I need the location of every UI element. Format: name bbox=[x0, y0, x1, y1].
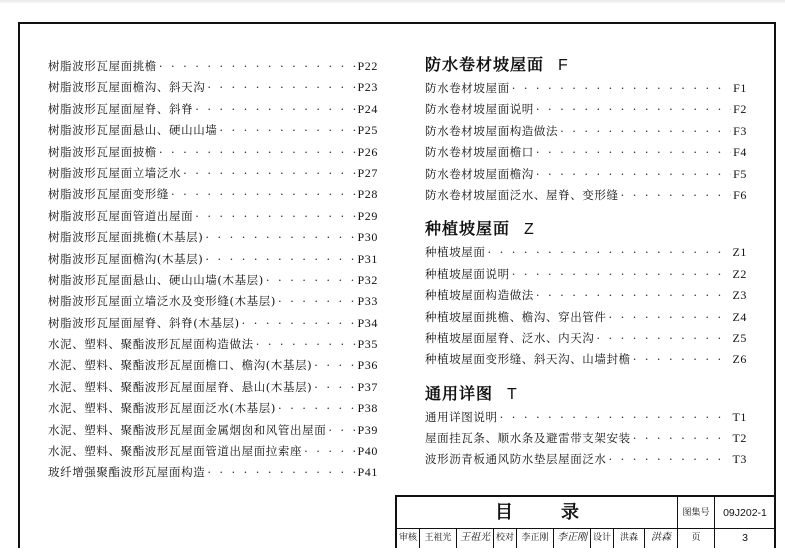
toc-entry-page: P37 bbox=[357, 379, 378, 394]
dot-leader bbox=[314, 355, 355, 376]
toc-entry-page: P38 bbox=[357, 401, 378, 416]
toc-entry bbox=[48, 120, 378, 141]
toc-entry bbox=[425, 328, 747, 349]
toc-entry-title: 水泥、塑料、聚酯波形瓦屋面管道出屋面拉索座 bbox=[48, 444, 303, 459]
checker-signature: 李正刚 bbox=[557, 532, 587, 543]
toc-entry-page: F1 bbox=[733, 81, 747, 95]
dot-leader bbox=[205, 249, 355, 270]
dot-leader bbox=[314, 377, 355, 398]
toc-entry-title: 种植坡屋面构造做法 bbox=[425, 288, 534, 303]
dot-leader bbox=[278, 291, 356, 312]
toc-entry bbox=[48, 99, 378, 120]
toc-entry-title: 树脂波形瓦屋面檐沟(木基层) bbox=[48, 251, 204, 266]
toc-entry-title: 树脂波形瓦屋面管道出屋面 bbox=[48, 208, 194, 223]
toc-entry bbox=[425, 142, 747, 163]
toc-entry-title: 防水卷材坡屋面泛水、屋脊、变形缝 bbox=[425, 187, 619, 202]
toc-entry-title: 防水卷材坡屋面檐沟 bbox=[425, 166, 534, 181]
toc-entry bbox=[48, 56, 378, 77]
toc-entry-title: 树脂波形瓦屋面悬山、硬山山墙(木基层) bbox=[48, 272, 264, 287]
section-gap bbox=[425, 206, 747, 216]
atlas-number: 09J202-1 bbox=[723, 507, 767, 519]
toc-entry bbox=[48, 249, 378, 270]
atlas-number-label: 图集号 bbox=[682, 508, 710, 518]
toc-entry-title: 种植坡屋面 bbox=[425, 245, 486, 260]
dot-leader bbox=[536, 142, 731, 163]
dot-leader bbox=[159, 56, 356, 77]
toc-entry-page: P23 bbox=[357, 80, 378, 95]
dot-leader bbox=[536, 99, 731, 120]
toc-entry-title: 水泥、塑料、聚酯波形瓦屋面构造做法 bbox=[48, 337, 254, 352]
dot-leader bbox=[560, 121, 731, 142]
toc-entry bbox=[48, 377, 378, 398]
toc-entry-title: 种植坡屋面挑檐、檐沟、穿出管件 bbox=[425, 309, 607, 324]
toc-entry bbox=[48, 462, 378, 483]
toc-entry-page: P33 bbox=[357, 294, 378, 309]
toc-entry bbox=[425, 185, 747, 206]
dot-leader bbox=[633, 428, 731, 449]
dot-leader bbox=[207, 77, 355, 98]
section-heading-title: 防水卷材坡屋面 bbox=[425, 55, 545, 74]
section-heading-title: 通用详图 bbox=[425, 383, 494, 403]
dot-leader bbox=[609, 307, 731, 328]
toc-entry-page: Z1 bbox=[732, 245, 747, 260]
toc-entry bbox=[48, 163, 378, 184]
toc-entry-title: 种植坡屋面说明 bbox=[425, 266, 510, 281]
dot-leader bbox=[195, 99, 355, 120]
dot-leader bbox=[328, 420, 355, 441]
toc-entry bbox=[48, 142, 378, 163]
title-block-bottom-row bbox=[397, 528, 776, 548]
toc-entry bbox=[48, 291, 378, 312]
toc-entry-title: 防水卷材坡屋面 bbox=[425, 81, 510, 95]
section-code: Z bbox=[524, 221, 535, 239]
toc-entry-page: Z3 bbox=[732, 288, 747, 303]
toc-entry bbox=[48, 441, 378, 462]
dot-leader bbox=[633, 349, 731, 370]
page-label: 页 bbox=[691, 533, 701, 543]
toc-entry-title: 树脂波形瓦屋面檐沟、斜天沟 bbox=[48, 80, 206, 95]
section-gap bbox=[425, 371, 747, 381]
toc-entry bbox=[425, 121, 747, 142]
toc-entry bbox=[425, 349, 747, 370]
toc-entry-title: 树脂波形瓦屋面悬山、硬山山墙 bbox=[48, 123, 218, 138]
toc-entry-page: Z4 bbox=[732, 309, 747, 324]
dot-leader bbox=[621, 185, 732, 206]
toc-entry-page: T1 bbox=[732, 409, 747, 424]
toc-entry-title: 树脂波形瓦屋面屋脊、斜脊 bbox=[48, 101, 194, 116]
check-label: 校对 bbox=[495, 533, 514, 543]
toc-entry-page: P30 bbox=[357, 230, 378, 245]
toc-entry-title: 种植坡屋面变形缝、斜天沟、山墙封檐 bbox=[425, 352, 631, 367]
toc-entry-page: F4 bbox=[733, 145, 747, 160]
toc-entry-title: 树脂波形瓦屋面立墙泛水 bbox=[48, 165, 182, 180]
toc-entry bbox=[425, 264, 747, 285]
dot-leader bbox=[183, 163, 355, 184]
designer-signature: 洪森 bbox=[651, 532, 671, 543]
toc-entry-page: Z2 bbox=[732, 266, 747, 281]
toc-entry-page: T2 bbox=[732, 431, 747, 446]
section-code: T bbox=[507, 385, 518, 403]
toc-entry-title: 玻纤增强聚酯波形瓦屋面构造 bbox=[48, 465, 206, 480]
toc-entry-page: P39 bbox=[357, 422, 378, 437]
toc-entry bbox=[48, 355, 378, 376]
toc-entry-page: P24 bbox=[357, 101, 378, 116]
designer-name: 洪森 bbox=[619, 533, 638, 543]
toc-entry bbox=[425, 307, 747, 328]
toc-entry bbox=[425, 78, 747, 99]
toc-entry-title: 树脂波形瓦屋面披檐 bbox=[48, 144, 157, 159]
toc-entry-title: 树脂波形瓦屋面挑檐(木基层) bbox=[48, 230, 204, 245]
toc-entry-title: 防水卷材坡屋面檐口 bbox=[425, 145, 534, 160]
section-heading-title: 种植坡屋面 bbox=[425, 219, 511, 239]
reviewer-name: 王祖光 bbox=[424, 533, 452, 543]
dot-leader bbox=[536, 164, 731, 185]
dot-leader bbox=[219, 120, 355, 141]
dot-leader bbox=[278, 398, 356, 419]
toc-entry bbox=[48, 206, 378, 227]
section-code: F bbox=[558, 57, 569, 74]
toc-entry bbox=[425, 99, 747, 120]
dot-leader bbox=[512, 78, 731, 99]
section-heading bbox=[425, 52, 747, 78]
dot-leader bbox=[195, 206, 355, 227]
page-number: 3 bbox=[742, 532, 748, 544]
toc-entry-page: P22 bbox=[357, 59, 378, 73]
toc-entry bbox=[48, 227, 378, 248]
toc-entry-page: P41 bbox=[357, 465, 378, 480]
dot-leader bbox=[207, 462, 355, 483]
dot-leader bbox=[536, 285, 731, 306]
top-border bbox=[0, 0, 785, 3]
toc-entry bbox=[425, 407, 747, 428]
dot-leader bbox=[242, 313, 356, 334]
dot-leader bbox=[205, 227, 355, 248]
toc-entry-title: 通用详图说明 bbox=[425, 409, 498, 424]
toc-entry bbox=[425, 449, 747, 470]
title-block bbox=[395, 495, 776, 548]
toc-entry-page: P35 bbox=[357, 337, 378, 352]
toc-entry-title: 屋面挂瓦条、顺水条及避雷带支架安装 bbox=[425, 431, 631, 446]
toc-entry-title: 水泥、塑料、聚酯波形瓦屋面檐口、檐沟(木基层) bbox=[48, 358, 313, 373]
design-label: 设计 bbox=[592, 533, 611, 543]
dot-leader bbox=[304, 441, 355, 462]
toc-entry-page: Z6 bbox=[732, 352, 747, 367]
toc-entry bbox=[48, 334, 378, 355]
toc-entry-page: P27 bbox=[357, 165, 378, 180]
toc-entry-page: F3 bbox=[733, 123, 747, 138]
toc-entry-title: 波形沥青板通风防水垫层屋面泛水 bbox=[425, 452, 607, 467]
left-column bbox=[48, 56, 378, 484]
toc-entry-title: 树脂波形瓦屋面屋脊、斜脊(木基层) bbox=[48, 315, 240, 330]
dot-leader bbox=[512, 264, 731, 285]
toc-entry-title: 防水卷材坡屋面构造做法 bbox=[425, 123, 559, 138]
toc-entry-title: 树脂波形瓦屋面立墙泛水及变形缝(木基层) bbox=[48, 294, 276, 309]
toc-entry-title: 水泥、塑料、聚酯波形瓦屋面泛水(木基层) bbox=[48, 401, 276, 416]
toc-entry-title: 树脂波形瓦屋面变形缝 bbox=[48, 187, 169, 202]
toc-entry-title: 树脂波形瓦屋面挑檐 bbox=[48, 59, 157, 73]
toc-entry-page: P26 bbox=[357, 144, 378, 159]
toc-entry bbox=[48, 77, 378, 98]
review-label: 审核 bbox=[398, 533, 417, 543]
toc-entry bbox=[425, 428, 747, 449]
dot-leader bbox=[609, 449, 731, 470]
toc-entry bbox=[48, 420, 378, 441]
toc-entry bbox=[48, 270, 378, 291]
dot-leader bbox=[500, 407, 731, 428]
toc-entry bbox=[425, 164, 747, 185]
title-block-top-row bbox=[397, 497, 776, 529]
toc-entry-page: T3 bbox=[732, 452, 747, 467]
reviewer-signature: 王祖光 bbox=[460, 532, 490, 543]
toc-entry-page: Z5 bbox=[732, 330, 747, 345]
toc-entry-page: F5 bbox=[733, 166, 747, 181]
toc-entry bbox=[425, 242, 747, 263]
toc-entry-page: P29 bbox=[357, 208, 378, 223]
dot-leader bbox=[171, 184, 356, 205]
toc-entry bbox=[425, 285, 747, 306]
dot-leader bbox=[256, 334, 356, 355]
toc-entry-page: P34 bbox=[357, 315, 378, 330]
toc-entry-title: 水泥、塑料、聚酯波形瓦屋面屋脊、悬山(木基层) bbox=[48, 379, 313, 394]
dot-leader bbox=[488, 242, 731, 263]
dot-leader bbox=[266, 270, 356, 291]
toc-entry-title: 种植坡屋面屋脊、泛水、内天沟 bbox=[425, 330, 595, 345]
toc-entry-page: P25 bbox=[357, 123, 378, 138]
toc-entry-page: P32 bbox=[357, 272, 378, 287]
section-heading bbox=[425, 216, 747, 242]
toc-entry-page: P28 bbox=[357, 187, 378, 202]
toc-entry bbox=[48, 313, 378, 334]
toc-entry-page: P36 bbox=[357, 358, 378, 373]
toc-entry-title: 防水卷材坡屋面说明 bbox=[425, 102, 534, 117]
toc-entry bbox=[48, 398, 378, 419]
checker-name: 李正刚 bbox=[521, 533, 549, 543]
dot-leader bbox=[596, 328, 730, 349]
toc-entry-page: P31 bbox=[357, 251, 378, 266]
right-column bbox=[425, 52, 747, 471]
toc-entry-title: 水泥、塑料、聚酯波形瓦屋面金属烟囱和风管出屋面 bbox=[48, 422, 327, 437]
toc-entry-page: F2 bbox=[733, 102, 747, 117]
section-heading bbox=[425, 381, 747, 407]
dot-leader bbox=[159, 142, 356, 163]
toc-entry bbox=[48, 184, 378, 205]
toc-entry-page: F6 bbox=[733, 187, 747, 202]
toc-entry-page: P40 bbox=[357, 444, 378, 459]
sheet-title: 目录 bbox=[397, 497, 678, 528]
